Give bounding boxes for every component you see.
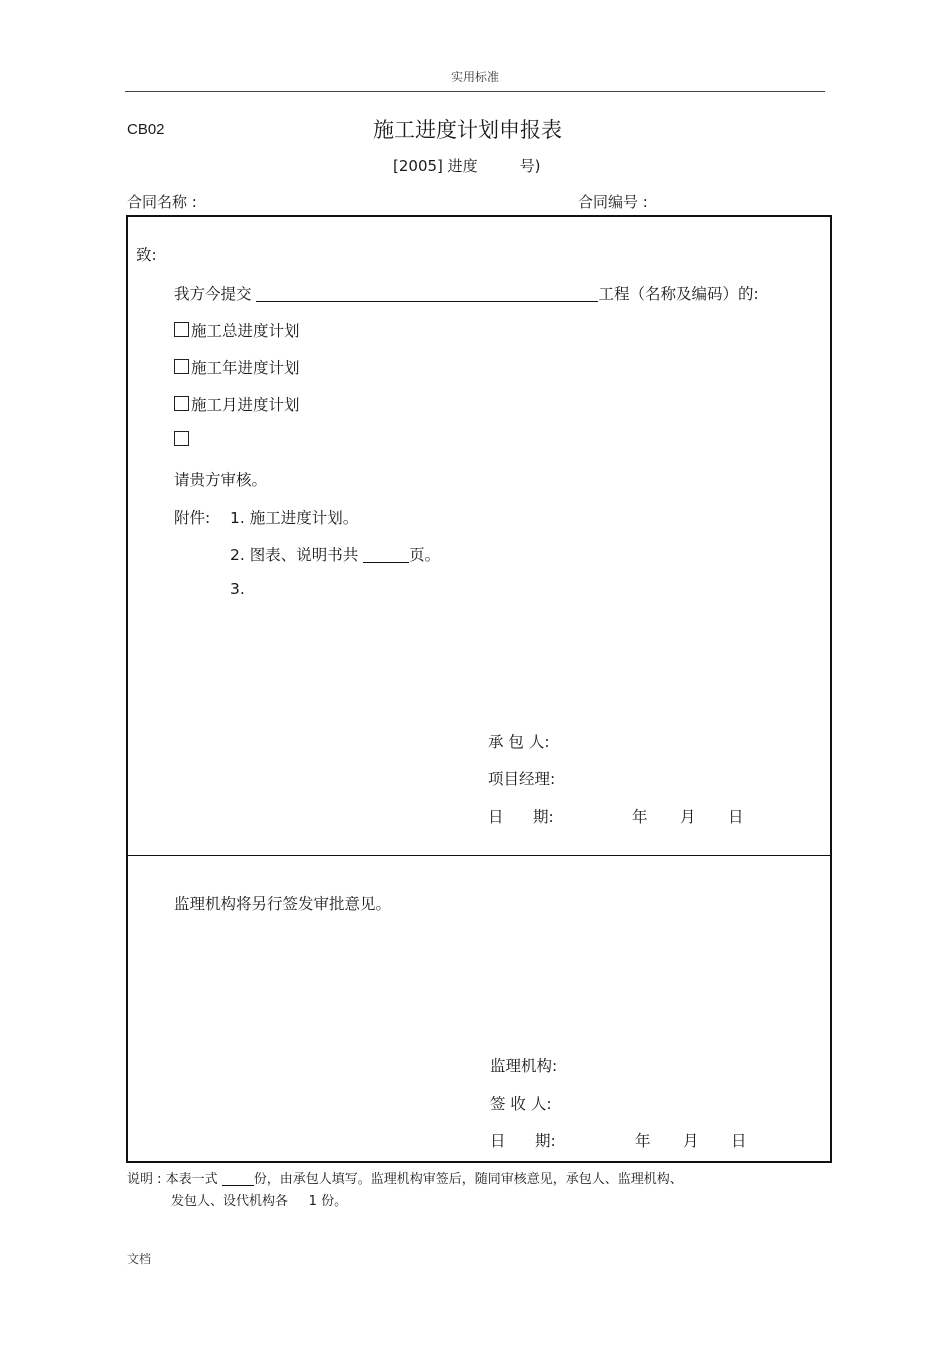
contract-number-label: 合同编号 : xyxy=(578,193,648,211)
option-label: 施工月进度计划 xyxy=(191,396,300,414)
submission-intro xyxy=(174,282,759,304)
checkbox-icon[interactable] xyxy=(174,359,189,374)
option-annual-plan[interactable] xyxy=(174,356,300,378)
page-footer-text: 文档 xyxy=(127,1252,152,1266)
header-rule xyxy=(125,91,825,92)
subtitle-suffix: 号) xyxy=(519,157,541,175)
submission-date-label: 日 期: xyxy=(488,808,554,826)
supervision-date-label: 日 期: xyxy=(490,1132,556,1150)
pages-suffix: 页。 xyxy=(409,546,441,564)
checkbox-icon[interactable] xyxy=(174,322,189,337)
option-label: 施工年进度计划 xyxy=(191,359,300,377)
page-count-blank[interactable] xyxy=(363,546,409,563)
submission-year-label: 年 xyxy=(632,808,648,826)
section-divider xyxy=(127,855,830,856)
form-code: CB02 xyxy=(127,121,165,138)
form-title: 施工进度计划申报表 xyxy=(373,118,562,142)
supervision-month-label: 月 xyxy=(683,1132,699,1150)
option-other[interactable] xyxy=(174,431,191,449)
supervision-opinion: 监理机构将另行签发审批意见。 xyxy=(174,895,392,913)
attachment-item-2-text: 2. 图表、说明书共 xyxy=(230,546,359,564)
project-name-blank[interactable] xyxy=(256,285,598,302)
note-line-1 xyxy=(127,1168,683,1187)
note-prefix: 说明 : 本表一式 xyxy=(127,1172,218,1187)
checkbox-icon[interactable] xyxy=(174,431,189,446)
form-subtitle xyxy=(393,155,541,176)
subtitle-prefix: [2005] 进度 xyxy=(393,157,478,175)
contract-name-label: 合同名称 : xyxy=(127,193,197,211)
intro-prefix: 我方今提交 xyxy=(174,285,252,303)
attachment-item-1: 1. 施工进度计划。 xyxy=(230,509,359,527)
supervision-day-label: 日 xyxy=(731,1132,747,1150)
option-monthly-plan[interactable] xyxy=(174,393,300,415)
attachment-item-2 xyxy=(230,543,440,565)
project-manager-label: 项目经理: xyxy=(488,770,556,788)
submission-day-label: 日 xyxy=(728,808,744,826)
note-suffix: 份，由承包人填写。监理机构审签后，随同审核意见，承包人、监理机构、 xyxy=(253,1172,683,1187)
page-header-text: 实用标准 xyxy=(450,70,499,84)
checkbox-icon[interactable] xyxy=(174,396,189,411)
copies-blank[interactable] xyxy=(222,1172,254,1186)
receiver-label: 签 收 人: xyxy=(490,1095,552,1113)
attachment-label: 附件: xyxy=(174,509,211,527)
supervision-agency-label: 监理机构: xyxy=(490,1057,558,1075)
option-total-plan[interactable] xyxy=(174,319,300,341)
submission-month-label: 月 xyxy=(680,808,696,826)
attachment-item-3: 3. xyxy=(230,580,245,598)
supervision-year-label: 年 xyxy=(635,1132,651,1150)
note-line-2: 发包人、设代机构各 1 份。 xyxy=(171,1194,348,1209)
review-request: 请贵方审核。 xyxy=(174,471,268,489)
intro-suffix: 工程（名称及编码）的: xyxy=(598,285,759,303)
contractor-label: 承 包 人: xyxy=(488,733,550,751)
option-label: 施工总进度计划 xyxy=(191,322,300,340)
to-label: 致: xyxy=(136,246,157,264)
